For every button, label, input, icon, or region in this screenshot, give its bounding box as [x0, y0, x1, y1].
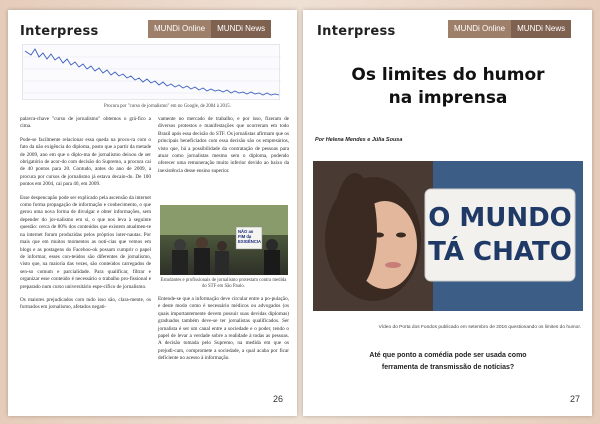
video-sign-text [425, 201, 575, 269]
paragraph: Os maiores prejudicados com tudo isso são, clara-mente, os formados em jornalismo, afetados negati- [20, 296, 151, 311]
byline: Por Helena Mendes e Júlia Sousa [315, 137, 403, 143]
headline-line: na imprensa [388, 88, 508, 108]
page-number: 27 [569, 394, 580, 404]
section-tabs [448, 20, 571, 38]
photo-caption: Vídeo do Porta dos Fundos publicado em setembro de 2016 questionando os limites do humor. [378, 325, 581, 330]
right-page [303, 10, 592, 416]
pull-question [333, 350, 563, 374]
headline-line: Os limites do humor [351, 65, 545, 85]
chart-caption: Procura por "curso de jornalismo" em no Google, de 2004 à 2015. [104, 104, 231, 109]
tab-mundi-news[interactable]: MUNDi News [211, 20, 271, 38]
sign-line: O MUNDO [428, 203, 572, 233]
column-right-bottom [158, 296, 289, 369]
paragraph: Entende-se que a informação deve circular entre a po-pulação, e deste modo como é necessário médicos ou advogados (os quais importantemente devem possuir suas devidas diplomas) graduados também deve-se ter jornalistas qualificados. Ser jornalista é ser um canal entre a sociedade e o poder, tendo o papel de levar a verdade sobre a realidade à todas as pessoas. A decisão tomada pelo Supremo, na medida em que os prejudi-cam, compromete a sociedade, a qual acaba por ficar deficiente no acesso à informação. [158, 296, 289, 362]
protest-photo [160, 205, 288, 275]
paragraph: Pode-se facilmente relacionar essa queda na procu-ra com o fato da não exigência do diploma, posto que a partir da metade de 2009, ano em que o diplo-ma de jornalismo deixou de ser obrigatório de acor-do com decisão do Supremo, a procura cai de 40 pontos para 20. Contudo, antes do ano de 2009, a procura por cursos de jornalismo já estava decain-do. De 100 pontos em 2004, cai para 40, em 2009. [20, 136, 151, 188]
paragraph: vamente no mercado de trabalho, e por isso, fizeram de diversos protestos e manifestações que ocorreram em todo Brasil após essa decisão do STF. Os jornalistas afirmam que os principais beneficiados com essa decisão são os empresários, visto que, há a possibilidade da contratação de pessoas para atuar como jornalistas mesmo sem o diploma, podendo oferecer uma remuneração muito inferior devido ao baixo da inexistência desse ensino superior. [158, 116, 289, 174]
question-line: Até que ponto a comédia pode ser usada como [369, 352, 527, 359]
masthead: Interpress [317, 24, 396, 39]
article-headline [323, 64, 573, 110]
search-trend-chart [22, 44, 280, 100]
sign-line: TÁ CHATO [428, 237, 572, 267]
protest-scene-graphic [160, 205, 288, 275]
column-right-top [158, 116, 289, 181]
paragraph: Esse despencapão pode ser explicado pela ascensão da internet como forma propagação de informação e conhecimento, o que gerou uma nova forma de divulgar e obter informações, sem depender do jor-nalismo em si, o que nos leva à seguinte questão: cerca de 80% dos conteúdos que existem atualmen-te na internet foram produzidas pelos próprios inter-nautas. Por mais que em muitos momentos as notí-cias que vemos em blogs e as postagens do Faceboo-ok possam cumprir o papel de informar, esses con-teúdos são diferentes de jornalismo, visto que, na maioria das vezes, são conteúdos carregados de sen-so comum e parcialidade. Para qualificar, filtrar e organizar esse conteúdo é necessário o trabalho pro-fissional e preparado num curso universitário espe-cífico de jornalismo. [20, 194, 151, 290]
left-page [8, 10, 297, 416]
protest-sign-text: NÃO ao FIM da EXIGÊNCIA [238, 229, 262, 244]
video-still-photo [313, 161, 583, 311]
tab-mundi-online[interactable]: MUNDi Online [448, 20, 511, 38]
masthead: Interpress [20, 24, 99, 39]
section-tabs [148, 20, 271, 38]
tab-mundi-online[interactable]: MUNDi Online [148, 20, 211, 38]
trend-line-graphic [23, 45, 281, 101]
question-line: ferramenta de transmissão de notícias? [381, 364, 515, 371]
tab-mundi-news[interactable]: MUNDi News [511, 20, 571, 38]
column-left [20, 116, 151, 318]
page-number: 26 [272, 394, 283, 404]
paragraph: palavra-chave "curso de jornalismo" obtemos o grá-fico a cima. [20, 116, 151, 130]
photo-caption: Estudantes e profissionais de jornalismo protestam contra medida do STF em São Paulo. [160, 278, 287, 290]
